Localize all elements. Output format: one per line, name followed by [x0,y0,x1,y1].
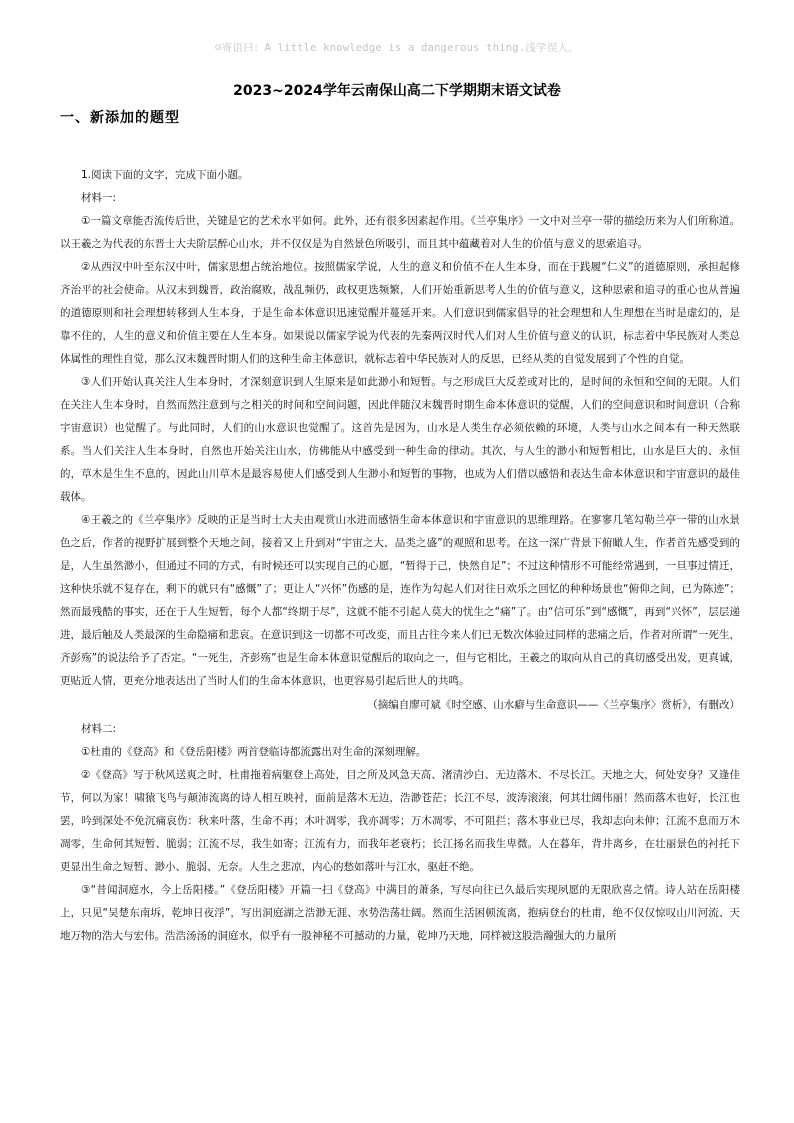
material1-label: 材料一: [81,192,117,204]
material2-paragraph: ②《登高》写于秋风送爽之时，杜甫拖着病躯登上高处，目之所及风急天高、渚清沙白、无边落木、不尽长江。天地之大，何处安身？又逢佳节，何以为家！啸猿飞鸟与颠沛流离的诗人相互映衬，面前是落木无边，浩渺苍茫；长江不尽，波涛滚滚，何其壮阔伟丽！然而落木也好，长江也罢，吟到深处不免沉痛哀伤：秋来叶落，生命不再；木叶凋零，我亦凋零；万木凋零，不可阻拦；落木事业已尽，我却志向未伸；江流不息而万木凋零，生命何其短暂、脆弱；江流不尽，我生如寄；江流有力，而我年老衰朽；长江扬名而我生卑微。人在暮年，背井离乡，在壮丽景色的衬托下更显出生命之短暂、渺小、脆弱、无奈。人生之悲凉，内心的愁如落叶与江水，驱赶不绝。 [60,769,740,873]
material1-paragraph: ②从西汉中叶至东汉中叶，儒家思想占统治地位。按照儒家学说，人生的意义和价值不在人生本身，而在于践履“仁义”的道德原则，承担起修齐治平的社会使命。从汉末到魏晋，政治腐败，战乱频仍，政权更迭频繁，人们开始重新思考人生的价值与意义，这种思索和追寻的重心也从普遍的道德原则和社会理想转移到人生本身，于是生命本体意识迅速觉醒并蔓延开来。人们意识到儒家倡导的社会理想和人生理想在当时是虚幻的，是靠不住的，人生的意义和价值主要在人生本身。如果说以儒家学说为代表的先秦两汉时代人们对人生价值与意义的认识，标志着中华民族对人类总体属性的理性自觉，那么汉末魏晋时期人们的这种生命主体意识，就标志着中华民族对人的反思，已经从类的自觉发展到了个性的自觉。 [60,261,740,365]
section-heading: 一、新添加的题型 [60,110,180,126]
material1-paragraph: ①一篇文章能否流传后世，关键是它的艺术水平如何。此外，还有很多因素起作用。《兰亭集序》一文中对兰亭一带的描绘历来为人们所称道。以王羲之为代表的东晋士大夫阶层醉心山水，并不仅仅是为自然景色所吸引，而且其中蕴藏着对人生的价值与意义的思索追寻。 [60,215,740,250]
material2-paragraph: ③“昔闻洞庭水，今上岳阳楼。”《登岳阳楼》开篇一扫《登高》中满目的萧条，写尽向往已久最后实现夙愿的无限欣喜之情。诗人站在岳阳楼上，只见“吴楚东南坼，乾坤日夜浮”，写出洞庭湖之浩渺无涯、水势浩荡壮阔。然而生活困顿流离，抱病登台的杜甫，绝不仅仅惊叹山川河流、天地万物的浩大与宏伟。浩浩汤汤的洞庭水，似乎有一股神秘不可撼动的力量，乾坤乃天地，同样被这股浩瀚强大的力量所 [60,884,740,942]
material1-source: （摘编自廖可斌《时空感、山水癖与生命意识——〈兰亭集序〉赏析》，有删改） [367,699,740,711]
material2-label: 材料二: [81,723,117,735]
material2-paragraph: ①杜甫的《登高》和《登岳阳楼》两首登临诗都流露出对生命的深刻理解。 [81,746,427,758]
question-content [60,164,740,948]
material1-paragraph: ④王羲之的《兰亭集序》反映的正是当时士大夫由观赏山水进而感悟生命本体意识和宇宙意识的思维理路。在寥寥几笔勾勒兰亭一带的山水景色之后，作者的视野扩展到整个天地之间，接着又上升到对“宇宙之大，品类之盛”的观照和思考。在这一深广背景下俯瞰人生，作者首先感受到的是，人生虽然渺小，但通过不同的方式，有时候还可以实现自己的心愿，“暂得于己，快然自足”；不过这种情形不可能经常遇到，一旦事过情迁，这种快乐就不复存在，剩下的就只有“感慨”了；更让人“兴怀”伤感的是，连作为勾起人们对往日欢乐之回忆的种种场景也“俯仰之间，已为陈迹”；然而最残酷的事实，还在于人生短暂，每个人都“终期于尽”，这就不能不引起人莫大的忧生之“痛”了。由“信可乐”到“感慨”，再到“兴怀”，层层递进，最后触及人类最深的生命隐痛和悲哀。在意识到这一切都不可改变，而且古往今来人们已无数次体验过同样的悲痛之后，作者对所谓“一死生，齐彭殇”的说法给予了否定。“一死生，齐彭殇”也是生命本体意识觉醒后的取向之一，但与它相比，王羲之的取向从自己的真切感受出发，更真诚，更贴近人情，更充分地表达出了当时人们的生命本体意识，也更容易引起后世人的共鸣。 [60,514,740,687]
question-prompt: 1.阅读下面的文字，完成下面小题。 [81,169,249,181]
material1-paragraph: ③人们开始认真关注人生本身时，才深刻意识到人生原来是如此渺小和短暂。与之形成巨大反差或对比的，是时间的永恒和空间的无限。人们在关注人生本身时，自然而然注意到与之相关的时间和空间问题，因此伴随汉末魏晋时期生命本体意识的觉醒，人们的空间意识和时间意识（合称宇宙意识）也觉醒了。与此同时，人们的山水意识也觉醒了。这首先是因为，山水是人类生存必须依赖的环境，人类与山水之间本有一种天然联系。当人们关注人生本身时，自然也开始关注山水，仿佛能从中感受到一种生命的律动。其次，与人生的渺小和短暂相比，山水是巨大的、永恒的，草木是生生不息的，因此山川草木是最容易使人们感受到人生渺小和短暂的事物，也成为人们借以感悟和表达生命本体意识和宇宙意识的最佳载体。 [60,376,740,503]
watermark-motto: ☺寄语曰：A little knowledge is a dangerous thing.浅学误人。 [215,42,579,54]
document-title: 2023~2024学年云南保山高二下学期期末语文试卷 [233,83,561,99]
